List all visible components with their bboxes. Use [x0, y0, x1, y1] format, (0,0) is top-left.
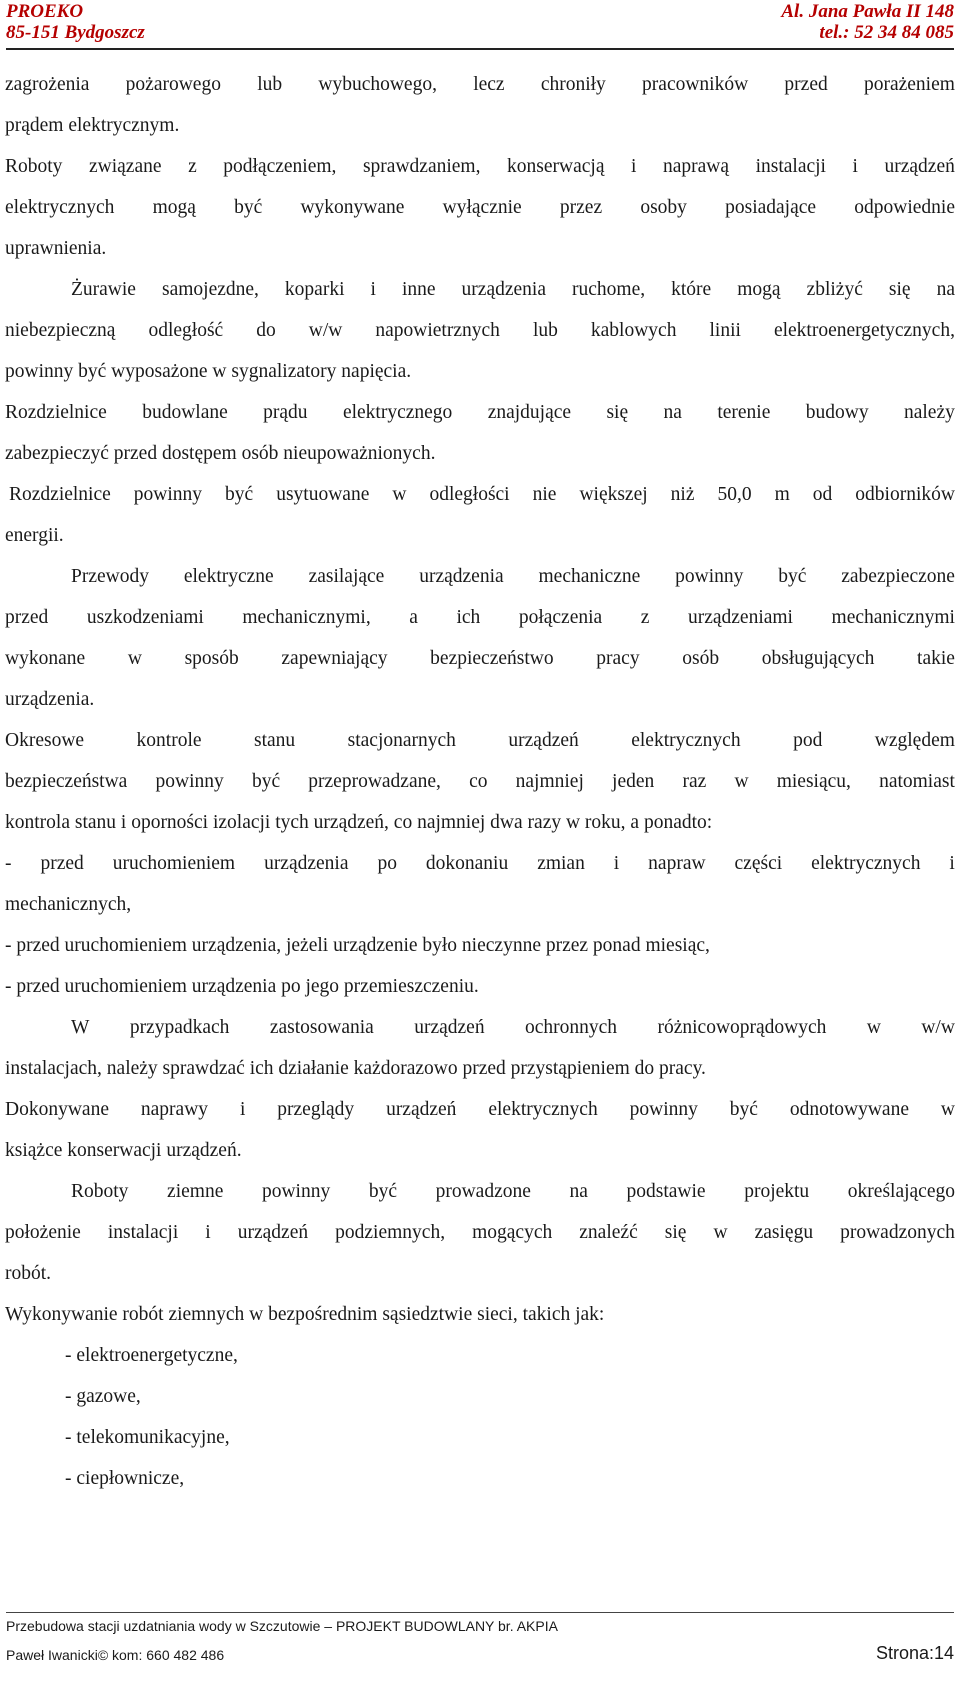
text-line: Rozdzielnice budowlane prądu elektrycznego znajdujące się na terenie budowy należy: [5, 402, 955, 423]
header-divider: [6, 48, 954, 50]
text-line: uprawnienia.: [5, 238, 107, 259]
text-line: Wykonywanie robót ziemnych w bezpośrednim sąsiedztwie sieci, takich jak:: [5, 1304, 605, 1325]
footer-author: Paweł Iwanicki© kom: 660 482 486: [6, 1647, 225, 1663]
text-line: Dokonywane naprawy i przeglądy urządzeń elektrycznych powinny być odnotowywane w: [5, 1099, 955, 1120]
header-street: Al. Jana Pawła II 148: [781, 1, 954, 22]
text-line: energii.: [5, 525, 64, 546]
text-line: kontrola stanu i oporności izolacji tych urządzeń, co najmniej dwa razy w roku, a ponadto:: [5, 812, 713, 833]
text-line: Roboty ziemne powinny być prowadzone na podstawie projektu określającego: [71, 1181, 955, 1202]
text-line: elektrycznych mogą być wykonywane wyłącznie przez osoby posiadające odpowiednie: [5, 197, 955, 218]
text-line: książce konserwacji urządzeń.: [5, 1140, 242, 1161]
text-line: Przewody elektryczne zasilające urządzenia mechaniczne powinny być zabezpieczone: [71, 566, 955, 587]
header-city: 85-151 Bydgoszcz: [6, 22, 145, 43]
text-line: przed uszkodzeniami mechanicznymi, a ich połączenia z urządzeniami mechanicznymi: [5, 607, 955, 628]
text-line: prądem elektrycznym.: [5, 115, 180, 136]
text-line: zabezpieczyć przed dostępem osób nieupoważnionych.: [5, 443, 436, 464]
text-line: Rozdzielnice powinny być usytuowane w odległości nie większej niż 50,0 m od odbiorników: [9, 484, 955, 505]
footer-project: Przebudowa stacji uzdatniania wody w Szczutowie – PROJEKT BUDOWLANY br. AKPIA: [6, 1618, 558, 1634]
list-item: - elektroenergetyczne,: [65, 1345, 238, 1366]
text-line: powinny być wyposażone w sygnalizatory napięcia.: [5, 361, 412, 382]
page-number: Strona:14: [875, 1643, 954, 1663]
text-line: urządzenia.: [5, 689, 95, 710]
text-line: robót.: [5, 1263, 52, 1284]
header-company: PROEKO: [6, 1, 84, 22]
document-body: [5, 64, 955, 1499]
text-line: bezpieczeństwa powinny być przeprowadzane, co najmniej jeden raz w miesiącu, natomiast: [5, 771, 955, 792]
list-item: - gazowe,: [65, 1386, 141, 1407]
text-line: zagrożenia pożarowego lub wybuchowego, lecz chroniły pracowników przed porażeniem: [5, 74, 955, 95]
footer-divider: [6, 1612, 954, 1613]
text-line: Żurawie samojezdne, koparki i inne urządzenia ruchome, które mogą zbliżyć się na: [71, 279, 955, 300]
list-item: - telekomunikacyjne,: [65, 1427, 230, 1448]
page-header: [6, 0, 954, 52]
header-phone: tel.: 52 34 84 085: [819, 22, 954, 43]
text-line: wykonane w sposób zapewniający bezpieczeństwo pracy osób obsługujących takie: [5, 648, 955, 669]
list-item: - ciepłownicze,: [65, 1468, 185, 1489]
text-line: - przed uruchomieniem urządzenia po dokonaniu zmian i napraw części elektrycznych i: [5, 853, 955, 874]
text-line: Okresowe kontrole stanu stacjonarnych urządzeń elektrycznych pod względem: [5, 730, 955, 751]
text-line: niebezpieczną odległość do w/w napowietrznych lub kablowych linii elektroenergetycznych,: [5, 320, 955, 341]
text-line: mechanicznych,: [5, 894, 132, 915]
text-line: Roboty związane z podłączeniem, sprawdzaniem, konserwacją i naprawą instalacji i urządzeń: [5, 156, 955, 177]
text-line: położenie instalacji i urządzeń podziemnych, mogących znaleźć się w zasięgu prowadzonych: [5, 1222, 955, 1243]
text-line: instalacjach, należy sprawdzać ich działanie każdorazowo przed przystąpieniem do pracy.: [5, 1058, 706, 1079]
text-line: - przed uruchomieniem urządzenia po jego przemieszczeniu.: [5, 976, 479, 997]
text-line: W przypadkach zastosowania urządzeń ochronnych różnicowoprądowych w w/w: [71, 1017, 955, 1038]
text-line: - przed uruchomieniem urządzenia, jeżeli urządzenie było nieczynne przez ponad miesiąc,: [5, 935, 710, 956]
